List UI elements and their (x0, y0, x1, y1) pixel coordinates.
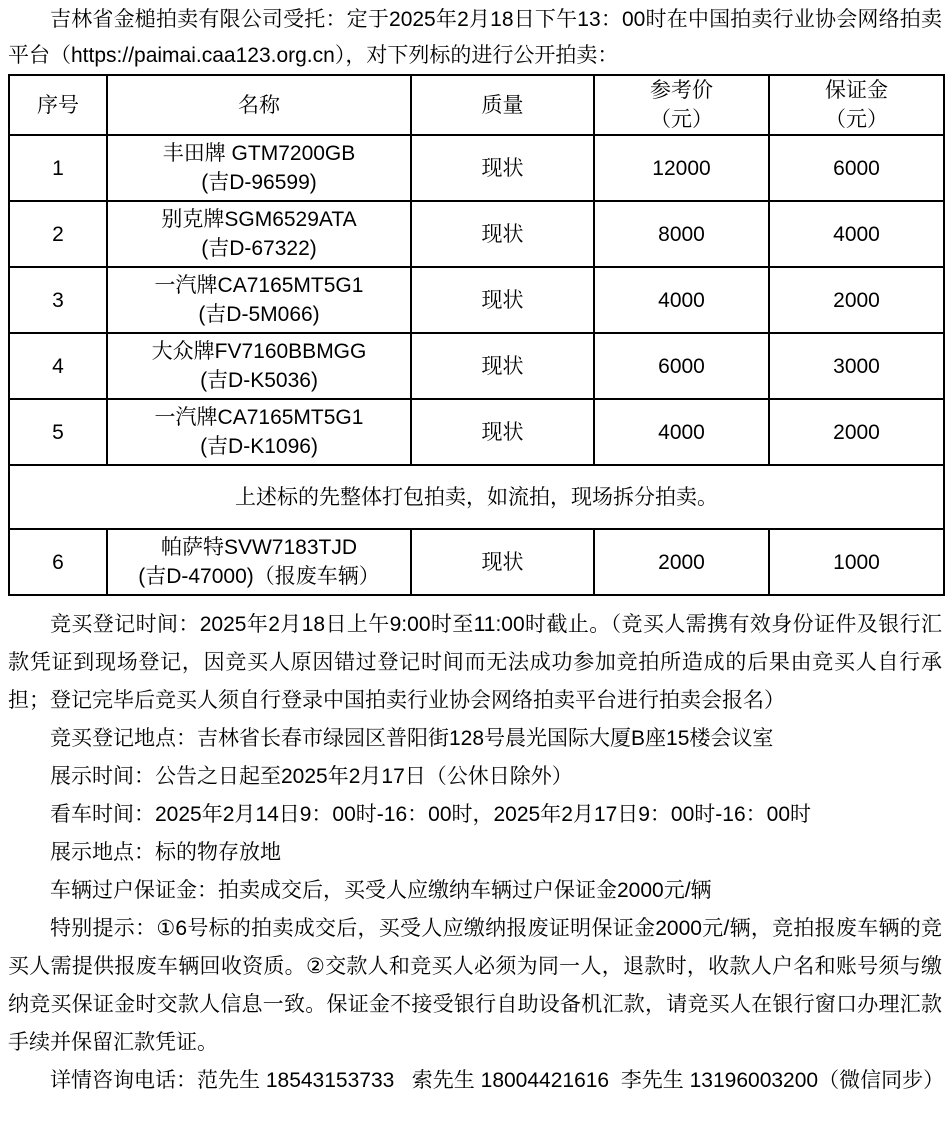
col-header-label: 序号 (37, 93, 79, 117)
col-header-no (9, 75, 107, 135)
col-header-deposit (769, 75, 944, 135)
item-name (107, 135, 411, 201)
item-quality: 现状 (411, 529, 594, 595)
item-name (107, 267, 411, 333)
col-header-label: 质量 (481, 93, 524, 117)
col-header-unit: （元） (650, 108, 713, 131)
auction-items-table (8, 74, 945, 596)
item-name (107, 333, 411, 399)
item-name-plate: (吉D-K1096) (200, 435, 318, 458)
para-display-place: 展示地点：标的物存放地 (50, 841, 281, 864)
col-header-label: 保证金 (825, 79, 888, 102)
item-name-plate: (吉D-47000)（报废车辆） (138, 565, 380, 588)
item-name-model: 大众牌FV7160BBMGG (151, 340, 367, 363)
item-quality: 现状 (411, 267, 594, 333)
table-row (9, 529, 944, 595)
table-row (9, 267, 944, 333)
item-no: 2 (9, 201, 107, 267)
item-deposit: 2000 (769, 267, 944, 333)
para-special-note: 特别提示：①6号标的拍卖成交后，买受人应缴纳报废证明保证金2000元/辆，竞拍报废车辆的竞买人需提供报废车辆回收资质。②交款人和竞买人必须为同一人，退款时，收款人户名和账号须与缴纳竞买保证金时交款人信息一致。保证金不接受银行自助设备机汇款，请竞买人在银行窗口办理汇款手续并保留汇款凭证。 (8, 917, 942, 1054)
item-deposit: 1000 (769, 529, 944, 595)
item-deposit: 4000 (769, 201, 944, 267)
item-deposit: 2000 (769, 399, 944, 465)
item-name-plate: (吉D-5M066) (198, 303, 320, 326)
item-no: 6 (9, 529, 107, 595)
table-row (9, 135, 944, 201)
para-display-time: 展示时间：公告之日起至2025年2月17日（公休日除外） (50, 765, 573, 788)
para-registration-place: 竞买登记地点：吉林省长春市绿园区普阳街128号晨光国际大厦B座15楼会议室 (50, 727, 774, 750)
table-row (9, 399, 944, 465)
col-header-unit: （元） (825, 108, 888, 131)
col-header-quality (411, 75, 594, 135)
item-quality: 现状 (411, 333, 594, 399)
col-header-label: 参考价 (650, 79, 713, 102)
item-price: 8000 (594, 201, 769, 267)
item-name (107, 201, 411, 267)
col-header-name (107, 75, 411, 135)
item-name-model: 帕萨特SVW7183TJD (160, 536, 358, 559)
item-price: 4000 (594, 399, 769, 465)
item-deposit: 6000 (769, 135, 944, 201)
para-transfer-deposit: 车辆过户保证金：拍卖成交后，买受人应缴纳车辆过户保证金2000元/辆 (50, 879, 712, 902)
table-row (9, 201, 944, 267)
para-contact: 详情咨询电话：范先生 18543153733 索先生 18004421616 李先生 13196003200（微信同步） (50, 1069, 945, 1092)
item-name (107, 529, 411, 595)
item-name (107, 399, 411, 465)
item-no: 3 (9, 267, 107, 333)
item-deposit: 3000 (769, 333, 944, 399)
item-price: 2000 (594, 529, 769, 595)
item-no: 1 (9, 135, 107, 201)
item-no: 5 (9, 399, 107, 465)
item-name-model: 别克牌SGM6529ATA (161, 208, 357, 231)
intro-paragraph: 吉林省金槌拍卖有限公司受托：定于2025年2月18日下午13：00时在中国拍卖行业协会网络拍卖平台（https://paimai.caa123.org.cn），对下列标的进行公开拍卖： (8, 8, 942, 67)
item-quality: 现状 (411, 399, 594, 465)
col-header-label: 名称 (238, 93, 280, 117)
notice-details (8, 606, 945, 1100)
item-name-model: 丰田牌 GTM7200GB (162, 142, 356, 165)
item-price: 6000 (594, 333, 769, 399)
para-viewing-time: 看车时间：2025年2月14日9：00时-16：00时，2025年2月17日9：00时-16：00时 (50, 803, 812, 826)
table-row (9, 333, 944, 399)
col-header-ref-price (594, 75, 769, 135)
bundle-note-row (9, 465, 944, 529)
item-price: 12000 (594, 135, 769, 201)
item-name-model: 一汽牌CA7165MT5G1 (154, 406, 364, 429)
item-quality: 现状 (411, 201, 594, 267)
para-registration-time: 竞买登记时间：2025年2月18日上午9:00时至11:00时截止。（竞买人需携有效身份证件及银行汇款凭证到现场登记，因竞买人原因错过登记时间而无法成功参加竞拍所造成的后果由竞买人自行承担；登记完毕后竞买人须自行登录中国拍卖行业协会网络拍卖平台进行拍卖会报名） (8, 613, 942, 712)
item-price: 4000 (594, 267, 769, 333)
item-no: 4 (9, 333, 107, 399)
item-quality: 现状 (411, 135, 594, 201)
item-name-model: 一汽牌CA7165MT5G1 (154, 274, 364, 297)
item-name-plate: (吉D-67322) (201, 237, 317, 260)
bundle-note: 上述标的先整体打包拍卖，如流拍，现场拆分拍卖。 (9, 465, 944, 529)
item-name-plate: (吉D-96599) (201, 171, 317, 194)
item-name-plate: (吉D-K5036) (200, 369, 318, 392)
table-header-row (9, 75, 944, 135)
